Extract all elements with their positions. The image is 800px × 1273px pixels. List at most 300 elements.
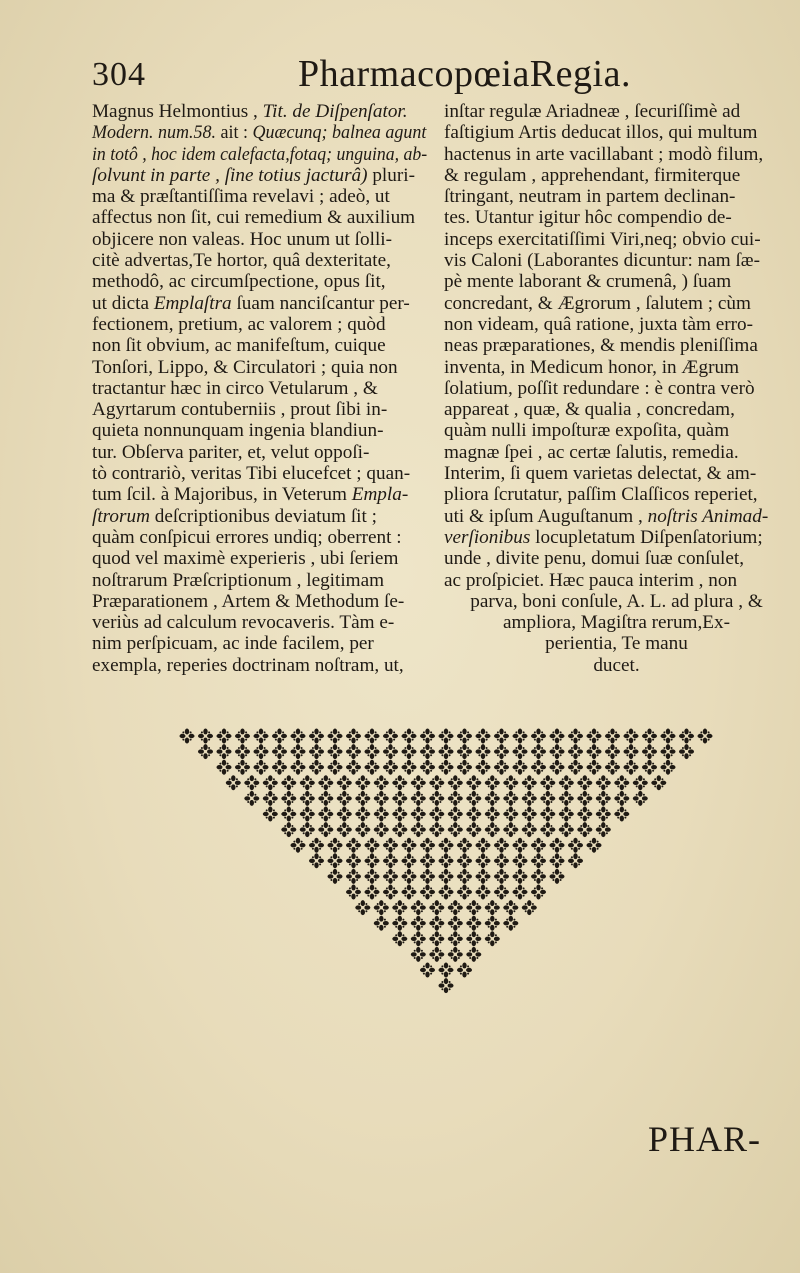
fleuron [355, 791, 370, 806]
fleuron [254, 760, 269, 775]
fleuron [448, 916, 463, 931]
fleuron [642, 760, 657, 775]
fleuron [365, 853, 380, 868]
fleuron [272, 729, 287, 744]
fleuron [568, 729, 583, 744]
fleuron [614, 791, 629, 806]
fleuron [568, 853, 583, 868]
text-segment: ma & præſtantiſſima revelavi ; adeò, ut [92, 186, 390, 208]
fleuron [494, 869, 509, 884]
fleuron [531, 885, 546, 900]
fleuron [448, 822, 463, 837]
italic-text-segment: Emplaſtra [153, 292, 232, 314]
text-line [444, 293, 789, 314]
fleuron [466, 900, 481, 915]
text-line [444, 463, 789, 484]
fleuron [698, 729, 713, 744]
fleuron [457, 963, 472, 978]
fleuron [392, 807, 407, 822]
text-segment: uti & ipſum Auguſtanum , [444, 505, 648, 527]
fleuron [383, 869, 398, 884]
text-line [92, 335, 427, 356]
fleuron [568, 760, 583, 775]
italic-text-segment: verſionibus [444, 526, 531, 548]
text-segment: ſuam nanciſcantur per- [231, 292, 410, 314]
text-segment: quieta nonnunquam ingenia blandiun- [92, 420, 384, 442]
fleuron [466, 775, 481, 790]
fleuron [420, 729, 435, 744]
fleuron [503, 775, 518, 790]
fleuron [235, 729, 250, 744]
fleuron [383, 729, 398, 744]
fleuron [402, 885, 417, 900]
fleuron [392, 916, 407, 931]
text-segment: citè advertas,Te hortor, quâ dexteritate, [92, 250, 391, 272]
text-line [444, 165, 789, 186]
text-line [92, 420, 427, 441]
text-line [444, 527, 789, 548]
text-line [92, 548, 427, 569]
fleuron [457, 760, 472, 775]
fleuron [374, 807, 389, 822]
fleuron [448, 947, 463, 962]
text-segment: & regulam , apprehendant, firmiterque [444, 164, 741, 186]
fleuron [374, 775, 389, 790]
fleuron [392, 775, 407, 790]
fleuron [503, 822, 518, 837]
text-segment: objicere non valeas. Hoc unum ut ſolli- [92, 228, 392, 250]
text-line [444, 484, 789, 505]
fleuron [476, 869, 491, 884]
fleuron [577, 775, 592, 790]
fleuron [494, 838, 509, 853]
fleuron [263, 791, 278, 806]
text-line [92, 591, 427, 612]
fleuron [439, 838, 454, 853]
fleuron [651, 775, 666, 790]
printers-ornament-tailpiece [176, 728, 716, 1000]
fleuron [568, 838, 583, 853]
fleuron [587, 760, 602, 775]
text-segment: faſtigium Artis deducat illos, qui multum [444, 122, 758, 144]
fleuron [439, 760, 454, 775]
text-line [444, 122, 789, 143]
fleuron [337, 775, 352, 790]
fleuron [291, 760, 306, 775]
text-line [92, 293, 427, 314]
fleuron [318, 775, 333, 790]
text-segment: inceps exercitatiſſimi Viri,neq; obvio cui- [444, 228, 761, 250]
fleuron [300, 791, 315, 806]
text-segment: concredant, & Ægrorum , ſalutem ; cùm [444, 292, 751, 314]
fleuron [466, 807, 481, 822]
fleuron [494, 885, 509, 900]
text-line [444, 548, 789, 569]
text-line [444, 506, 789, 527]
text-line [92, 378, 427, 399]
fleuron [559, 807, 574, 822]
text-line [444, 591, 789, 612]
fleuron [429, 931, 444, 946]
text-segment: ſolatium, poſſit redundare : è contra verò [444, 377, 755, 399]
text-line [444, 271, 789, 292]
fleuron [420, 963, 435, 978]
text-segment: exempla, reperies doctrinam noſtram, ut, [92, 654, 404, 676]
text-line [92, 527, 427, 548]
fleuron [346, 853, 361, 868]
fleuron [466, 947, 481, 962]
fleuron [309, 744, 324, 759]
fleuron [318, 807, 333, 822]
fleuron [392, 822, 407, 837]
fleuron [522, 900, 537, 915]
fleuron [522, 807, 537, 822]
fleuron [383, 885, 398, 900]
text-segment: pè mente laborant & crumenâ, ) ſuam [444, 271, 732, 293]
fleuron [309, 853, 324, 868]
fleuron [411, 916, 426, 931]
fleuron [522, 822, 537, 837]
text-line [444, 442, 789, 463]
fleuron [448, 931, 463, 946]
fleuron [402, 853, 417, 868]
text-line [92, 484, 427, 505]
fleuron [540, 775, 555, 790]
fleuron [522, 791, 537, 806]
fleuron [485, 791, 500, 806]
fleuron [605, 760, 620, 775]
text-segment: neas præparationes, & mendis pleniſſima [444, 335, 758, 357]
fleuron [633, 791, 648, 806]
fleuron [513, 869, 528, 884]
text-segment: Interim, ſi quem varietas delectat, & am- [444, 463, 757, 485]
fleuron [485, 931, 500, 946]
text-segment: inventa, in Medicum honor, in Ægrum [444, 356, 739, 378]
fleuron [494, 853, 509, 868]
text-segment: quod vel maximè experieris , ubi ſeriem [92, 548, 399, 570]
fleuron [439, 729, 454, 744]
text-segment: Præparationem , Artem & Methodum ſe- [92, 590, 405, 612]
fleuron [550, 869, 565, 884]
text-segment: ſtringant, neutram in partem declinan- [444, 186, 736, 208]
fleuron [605, 744, 620, 759]
fleuron [531, 838, 546, 853]
fleuron [365, 869, 380, 884]
fleuron [605, 729, 620, 744]
text-segment: appareat , quæ, & qualia , concredam, [444, 399, 735, 421]
fleuron [448, 791, 463, 806]
fleuron [383, 760, 398, 775]
fleuron [587, 729, 602, 744]
fleuron [476, 885, 491, 900]
text-segment: pluri- [367, 164, 415, 186]
text-line [92, 229, 427, 250]
fleuron [281, 822, 296, 837]
text-segment: tractantur hæc in circo Vetularum , & [92, 377, 378, 399]
text-line [444, 101, 789, 122]
text-line [92, 271, 427, 292]
fleuron [513, 744, 528, 759]
fleuron [402, 729, 417, 744]
fleuron [346, 885, 361, 900]
text-line [92, 165, 427, 186]
text-segment: non ſit obvium, ac manifeſtum, cuique [92, 335, 386, 357]
fleuron [217, 729, 232, 744]
text-line [92, 186, 427, 207]
running-title: PharmacopœiaRegia. [298, 53, 631, 95]
text-line [92, 506, 427, 527]
fleuron [411, 947, 426, 962]
fleuron [402, 744, 417, 759]
fleuron [328, 729, 343, 744]
right-text-column [444, 101, 789, 676]
catchword: PHAR- [648, 1119, 762, 1159]
fleuron [448, 900, 463, 915]
fleuron [624, 729, 639, 744]
fleuron [300, 807, 315, 822]
text-segment: Tonſori, Lippo, & Circulatori ; quia non [92, 356, 398, 378]
fleuron [337, 791, 352, 806]
fleuron [439, 885, 454, 900]
fleuron [411, 822, 426, 837]
page-header [0, 52, 800, 100]
fleuron [383, 744, 398, 759]
fleuron [503, 791, 518, 806]
fleuron [346, 760, 361, 775]
fleuron [429, 947, 444, 962]
fleuron [374, 791, 389, 806]
text-line [444, 335, 789, 356]
fleuron [503, 807, 518, 822]
fleuron [587, 838, 602, 853]
text-segment: Magnus Helmontius , [92, 101, 263, 122]
fleuron [374, 916, 389, 931]
fleuron [365, 838, 380, 853]
fleuron [355, 822, 370, 837]
text-segment: tò contrariò, veritas Tibi elucefcet ; quan- [92, 463, 411, 485]
text-line [444, 420, 789, 441]
text-segment: affectus non ſit, cui remedium & auxilium [92, 207, 416, 229]
fleuron [291, 744, 306, 759]
text-segment: ducet. [593, 654, 640, 676]
fleuron [309, 729, 324, 744]
text-segment: tum ſcil. à Majoribus, in Veterum [92, 484, 352, 506]
fleuron [411, 775, 426, 790]
fleuron [411, 807, 426, 822]
fleuron [485, 822, 500, 837]
fleuron [235, 744, 250, 759]
text-segment: methodô, ac circumſpectione, opus ſit, [92, 271, 386, 293]
fleuron [300, 775, 315, 790]
text-line [92, 612, 427, 633]
fleuron [429, 822, 444, 837]
text-segment: perientia, Te manu [545, 633, 688, 655]
fleuron [457, 838, 472, 853]
text-segment: tes. Utantur igitur hôc compendio de- [444, 207, 732, 229]
fleuron [494, 760, 509, 775]
text-line [444, 378, 789, 399]
fleuron [254, 744, 269, 759]
fleuron [642, 729, 657, 744]
fleuron [587, 744, 602, 759]
italic-text-segment: Tit. de Diſpenſator. [262, 101, 408, 122]
fleuron [568, 744, 583, 759]
fleuron [272, 760, 287, 775]
text-line [444, 250, 789, 271]
fleuron [318, 822, 333, 837]
italic-text-segment: in totô , hoc idem calefacta,fotaq; unguina, ab- [92, 143, 428, 165]
fleuron [485, 900, 500, 915]
fleuron [235, 760, 250, 775]
text-segment: ut dicta [92, 292, 154, 314]
fleuron [633, 775, 648, 790]
text-segment: noſtrarum Præſcriptionum , legitimam [92, 569, 385, 591]
text-segment: nim perſpicuam, ac inde facilem, per [92, 633, 374, 655]
fleuron [466, 931, 481, 946]
fleuron [513, 838, 528, 853]
fleuron [531, 729, 546, 744]
text-line [444, 207, 789, 228]
text-segment: magnæ ſpei , ac certæ ſalutis, remedia. [444, 441, 739, 463]
text-segment: inſtar regulæ Ariadneæ , ſecuriſſimè ad [444, 101, 741, 122]
fleuron [614, 775, 629, 790]
fleuron [466, 916, 481, 931]
fleuron [244, 775, 259, 790]
fleuron [476, 729, 491, 744]
fleuron [402, 869, 417, 884]
text-segment: vis Caloni (Laborantes dicuntur: nam ſæ- [444, 250, 760, 272]
fleuron [365, 760, 380, 775]
fleuron [392, 791, 407, 806]
text-line [444, 612, 789, 633]
fleuron [263, 775, 278, 790]
fleuron [596, 807, 611, 822]
fleuron [226, 775, 241, 790]
fleuron [374, 822, 389, 837]
fleuron [596, 791, 611, 806]
fleuron [392, 931, 407, 946]
text-line [444, 633, 789, 654]
fleuron [420, 885, 435, 900]
text-segment: quàm nulli impoſturæ expoſita, quàm [444, 420, 730, 442]
fleuron [402, 760, 417, 775]
fleuron [411, 791, 426, 806]
fleuron [429, 807, 444, 822]
text-segment: ampliora, Magiſtra rerum,Ex- [503, 612, 730, 634]
text-line [444, 144, 789, 165]
fleuron [244, 791, 259, 806]
fleuron [559, 822, 574, 837]
fleuron [291, 838, 306, 853]
fleuron [309, 760, 324, 775]
fleuron [457, 744, 472, 759]
fleuron [337, 807, 352, 822]
text-line [92, 655, 427, 676]
fleuron [457, 853, 472, 868]
text-line [444, 570, 789, 591]
fleuron [346, 729, 361, 744]
fleuron [328, 838, 343, 853]
left-text-column [92, 101, 427, 676]
fleuron [550, 838, 565, 853]
fleuron [476, 853, 491, 868]
fleuron [614, 807, 629, 822]
text-line [92, 314, 427, 335]
fleuron [661, 729, 676, 744]
italic-text-segment: ſtrorum [92, 505, 150, 527]
fleuron [494, 729, 509, 744]
text-line [444, 399, 789, 420]
fleuron [596, 822, 611, 837]
fleuron [439, 853, 454, 868]
fleuron [180, 729, 195, 744]
fleuron [328, 853, 343, 868]
fleuron [217, 744, 232, 759]
fleuron [457, 729, 472, 744]
text-line [444, 229, 789, 250]
fleuron [309, 838, 324, 853]
fleuron [596, 775, 611, 790]
fleuron [263, 807, 278, 822]
text-segment: Agyrtarum contuberniis , prout ſibi in- [92, 399, 388, 421]
fleuron [198, 744, 213, 759]
italic-text-segment: Modern. num.58. [92, 122, 216, 144]
fleuron [429, 791, 444, 806]
fleuron [513, 760, 528, 775]
fleuron [503, 900, 518, 915]
text-line [92, 633, 427, 654]
fleuron [476, 760, 491, 775]
text-segment: deſcriptionibus deviatum ſit ; [149, 505, 377, 527]
text-line [92, 250, 427, 271]
fleuron [291, 729, 306, 744]
text-segment: non videam, quâ ratione, juxta tàm erro- [444, 313, 754, 335]
fleuron [198, 729, 213, 744]
fleuron [411, 931, 426, 946]
fleuron [624, 760, 639, 775]
text-line [92, 570, 427, 591]
fleuron [485, 775, 500, 790]
fleuron [466, 822, 481, 837]
fleuron [559, 775, 574, 790]
text-line [92, 122, 427, 144]
fleuron [429, 775, 444, 790]
fleuron [429, 916, 444, 931]
fleuron [466, 791, 481, 806]
fleuron [540, 822, 555, 837]
fleuron [365, 885, 380, 900]
fleuron [448, 807, 463, 822]
text-line [92, 101, 427, 122]
fleuron [513, 729, 528, 744]
fleuron [337, 822, 352, 837]
italic-text-segment: Quæcunq; balnea agunt [252, 122, 427, 144]
fleuron [429, 900, 444, 915]
fleuron [420, 744, 435, 759]
page-number: 304 [92, 56, 146, 93]
fleuron [355, 807, 370, 822]
fleuron [476, 838, 491, 853]
fleuron [577, 807, 592, 822]
fleuron [624, 744, 639, 759]
text-line [92, 442, 427, 463]
fleuron [485, 807, 500, 822]
italic-text-segment: Empla- [351, 484, 409, 506]
fleuron [346, 838, 361, 853]
fleuron [328, 744, 343, 759]
fleuron [531, 744, 546, 759]
text-line [92, 357, 427, 378]
